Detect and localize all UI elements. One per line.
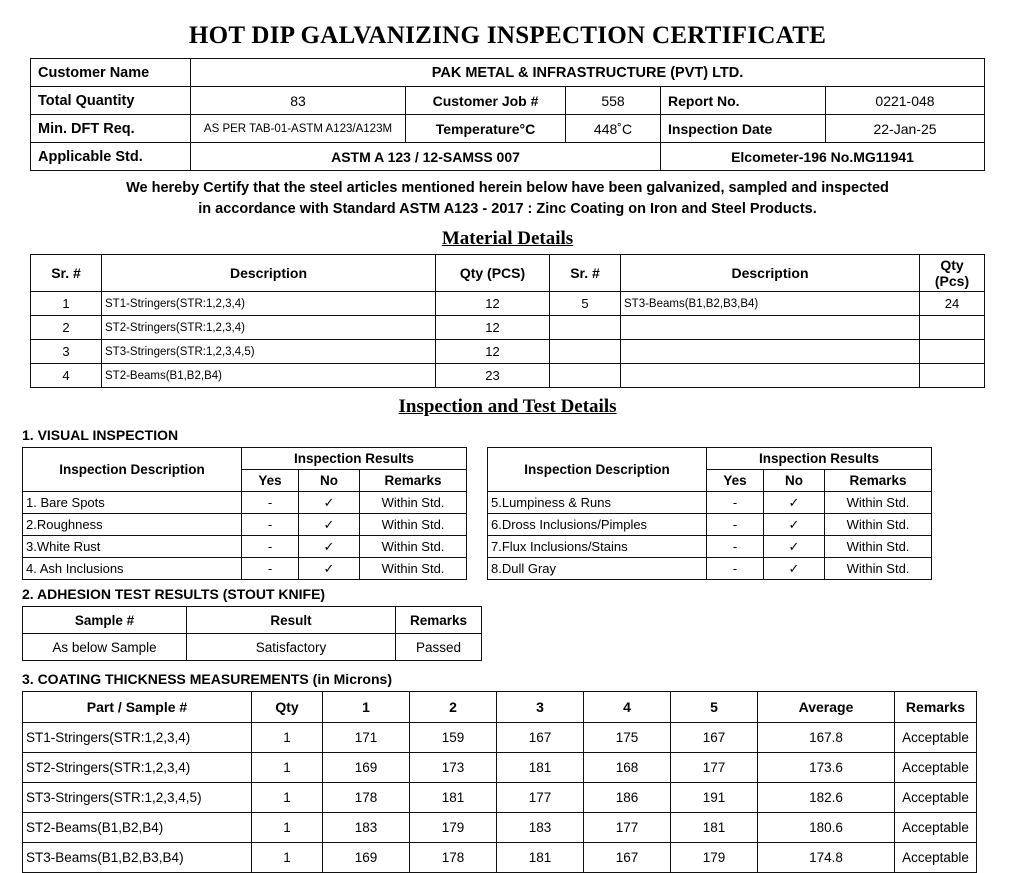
- measurement-3: 167: [497, 723, 584, 753]
- no-checkmark-icon: ✓: [299, 514, 360, 536]
- col-inspection-description: Inspection Description: [488, 448, 707, 492]
- remarks-value: Within Std.: [360, 558, 467, 580]
- inspection-date-value: 22-Jan-25: [826, 115, 985, 143]
- col-no: No: [299, 470, 360, 492]
- measurement-4: 177: [584, 813, 671, 843]
- report-no-value: 0221-048: [826, 87, 985, 115]
- table-header-row: [31, 255, 985, 292]
- part-sample-value: ST3-Beams(B1,B2,B3,B4): [23, 843, 252, 873]
- measurement-1: 169: [323, 843, 410, 873]
- instrument-value: Elcometer-196 No.MG11941: [661, 143, 985, 171]
- remarks-value: Acceptable: [895, 843, 977, 873]
- col-m2: 2: [410, 692, 497, 723]
- inspection-item-label: 2.Roughness: [23, 514, 242, 536]
- no-checkmark-icon: ✓: [764, 492, 825, 514]
- inspection-item-label: 8.Dull Gray: [488, 558, 707, 580]
- sr-value: 2: [31, 316, 102, 340]
- total-quantity-label: Total Quantity: [31, 87, 191, 115]
- certificate-header-table: [30, 58, 985, 171]
- table-header-row: [23, 692, 977, 723]
- col-m3: 3: [497, 692, 584, 723]
- part-sample-value: ST1-Stringers(STR:1,2,3,4): [23, 723, 252, 753]
- sr-value-2: [550, 364, 621, 388]
- visual-inspection-tables: [22, 447, 1015, 580]
- no-checkmark-icon: ✓: [764, 558, 825, 580]
- measurement-4: 167: [584, 843, 671, 873]
- description-value-2: [621, 340, 920, 364]
- remarks-value: Within Std.: [360, 536, 467, 558]
- material-details-table: [30, 254, 985, 388]
- table-row: [23, 753, 977, 783]
- col-remarks: Remarks: [895, 692, 977, 723]
- yes-value: -: [707, 536, 764, 558]
- yes-value: -: [242, 558, 299, 580]
- description-value-2: ST3-Beams(B1,B2,B3,B4): [621, 292, 920, 316]
- certificate-page: [0, 22, 1015, 866]
- inspection-date-label: Inspection Date: [661, 115, 826, 143]
- measurement-2: 181: [410, 783, 497, 813]
- part-sample-value: ST2-Beams(B1,B2,B4): [23, 813, 252, 843]
- applicable-std-value: ASTM A 123 / 12-SAMSS 007: [191, 143, 661, 171]
- sr-value: 4: [31, 364, 102, 388]
- min-dft-label: Min. DFT Req.: [31, 115, 191, 143]
- col-remarks: Remarks: [360, 470, 467, 492]
- result-value: Satisfactory: [187, 634, 396, 661]
- table-row: [23, 723, 977, 753]
- col-inspection-results: Inspection Results: [242, 448, 467, 470]
- sr-value-2: [550, 340, 621, 364]
- sr-value: 3: [31, 340, 102, 364]
- col-m4: 4: [584, 692, 671, 723]
- average-value: 174.8: [758, 843, 895, 873]
- inspection-item-label: 5.Lumpiness & Runs: [488, 492, 707, 514]
- description-value-2: [621, 316, 920, 340]
- col-description-1: Description: [102, 255, 436, 292]
- table-header-row: [23, 607, 482, 634]
- table-row: [488, 558, 932, 580]
- part-sample-value: ST2-Stringers(STR:1,2,3,4): [23, 753, 252, 783]
- col-remarks: Remarks: [825, 470, 932, 492]
- table-row: [23, 492, 467, 514]
- measurement-1: 169: [323, 753, 410, 783]
- remarks-value: Within Std.: [360, 492, 467, 514]
- remarks-value: Acceptable: [895, 723, 977, 753]
- qty-value: 1: [252, 843, 323, 873]
- qty-value: 1: [252, 813, 323, 843]
- coating-heading: 3. COATING THICKNESS MEASUREMENTS (in Microns): [22, 671, 392, 688]
- remarks-value: Acceptable: [895, 783, 977, 813]
- customer-name-value: PAK METAL & INFRASTRUCTURE (PVT) LTD.: [191, 59, 985, 87]
- remarks-value: Within Std.: [825, 492, 932, 514]
- measurement-4: 168: [584, 753, 671, 783]
- table-row: [23, 783, 977, 813]
- yes-value: -: [242, 492, 299, 514]
- table-row: [31, 59, 985, 87]
- qty-value: 1: [252, 783, 323, 813]
- remarks-value: Acceptable: [895, 753, 977, 783]
- total-quantity-value: 83: [191, 87, 406, 115]
- measurement-2: 173: [410, 753, 497, 783]
- qty-value-2: [920, 316, 985, 340]
- measurement-2: 159: [410, 723, 497, 753]
- col-description-2: Description: [621, 255, 920, 292]
- remarks-value: Within Std.: [360, 514, 467, 536]
- customer-name-label: Customer Name: [31, 59, 191, 87]
- certify-line-2: in accordance with Standard ASTM A123 - 2017 : Zinc Coating on Iron and Steel Products.: [198, 201, 817, 218]
- average-value: 173.6: [758, 753, 895, 783]
- material-details-title: Material Details: [441, 228, 574, 250]
- table-row: [31, 292, 985, 316]
- qty-value-2: 24: [920, 292, 985, 316]
- table-row: [23, 536, 467, 558]
- measurement-2: 179: [410, 813, 497, 843]
- description-value: ST2-Stringers(STR:1,2,3,4): [102, 316, 436, 340]
- measurement-4: 175: [584, 723, 671, 753]
- col-qty: Qty: [252, 692, 323, 723]
- average-value: 180.6: [758, 813, 895, 843]
- table-row: [23, 813, 977, 843]
- table-row: [23, 843, 977, 873]
- certify-line-1: We hereby Certify that the steel articles mentioned herein below have been galvanized, sampled and inspected: [126, 180, 889, 196]
- inspection-item-label: 7.Flux Inclusions/Stains: [488, 536, 707, 558]
- table-row: [31, 87, 985, 115]
- measurement-3: 183: [497, 813, 584, 843]
- customer-job-value: 558: [566, 87, 661, 115]
- table-header-row: [488, 448, 932, 470]
- table-row: [31, 364, 985, 388]
- table-row: [488, 514, 932, 536]
- remarks-value: Within Std.: [825, 514, 932, 536]
- customer-job-label: Customer Job #: [406, 87, 566, 115]
- no-checkmark-icon: ✓: [299, 536, 360, 558]
- col-yes: Yes: [707, 470, 764, 492]
- col-m5: 5: [671, 692, 758, 723]
- qty-value-2: [920, 364, 985, 388]
- table-row: [23, 514, 467, 536]
- remarks-value: Within Std.: [825, 558, 932, 580]
- visual-inspection-table-left: [22, 447, 467, 580]
- qty-value: 12: [436, 292, 550, 316]
- qty-value: 12: [436, 316, 550, 340]
- document-title: HOT DIP GALVANIZING INSPECTION CERTIFICATE: [188, 22, 827, 49]
- qty-value: 23: [436, 364, 550, 388]
- no-checkmark-icon: ✓: [299, 558, 360, 580]
- col-m1: 1: [323, 692, 410, 723]
- col-result: Result: [187, 607, 396, 634]
- table-row: [31, 316, 985, 340]
- qty-value: 1: [252, 753, 323, 783]
- inspection-details-title: Inspection and Test Details: [398, 396, 617, 418]
- col-sr-1: Sr. #: [31, 255, 102, 292]
- measurement-5: 191: [671, 783, 758, 813]
- col-part-sample: Part / Sample #: [23, 692, 252, 723]
- table-header-row: [23, 448, 467, 470]
- inspection-item-label: 6.Dross Inclusions/Pimples: [488, 514, 707, 536]
- measurement-4: 186: [584, 783, 671, 813]
- measurement-5: 179: [671, 843, 758, 873]
- table-row: [488, 536, 932, 558]
- no-checkmark-icon: ✓: [764, 514, 825, 536]
- col-qty-1: Qty (PCS): [436, 255, 550, 292]
- average-value: 167.8: [758, 723, 895, 753]
- sr-value-2: 5: [550, 292, 621, 316]
- measurement-3: 177: [497, 783, 584, 813]
- yes-value: -: [242, 536, 299, 558]
- measurement-3: 181: [497, 753, 584, 783]
- measurement-1: 178: [323, 783, 410, 813]
- measurement-2: 178: [410, 843, 497, 873]
- col-sample: Sample #: [23, 607, 187, 634]
- table-row: [31, 115, 985, 143]
- part-sample-value: ST3-Stringers(STR:1,2,3,4,5): [23, 783, 252, 813]
- measurement-5: 167: [671, 723, 758, 753]
- remarks-value: Within Std.: [825, 536, 932, 558]
- col-no: No: [764, 470, 825, 492]
- report-no-label: Report No.: [661, 87, 826, 115]
- adhesion-results-table: [22, 606, 482, 661]
- average-value: 182.6: [758, 783, 895, 813]
- inspection-item-label: 1. Bare Spots: [23, 492, 242, 514]
- temperature-label: Temperature°C: [406, 115, 566, 143]
- col-inspection-results: Inspection Results: [707, 448, 932, 470]
- no-checkmark-icon: ✓: [299, 492, 360, 514]
- col-remarks: Remarks: [396, 607, 482, 634]
- col-average: Average: [758, 692, 895, 723]
- sr-value: 1: [31, 292, 102, 316]
- yes-value: -: [242, 514, 299, 536]
- sample-value: As below Sample: [23, 634, 187, 661]
- description-value: ST2-Beams(B1,B2,B4): [102, 364, 436, 388]
- qty-value-2: [920, 340, 985, 364]
- col-inspection-description: Inspection Description: [23, 448, 242, 492]
- sr-value-2: [550, 316, 621, 340]
- no-checkmark-icon: ✓: [764, 536, 825, 558]
- yes-value: -: [707, 514, 764, 536]
- description-value: ST1-Stringers(STR:1,2,3,4): [102, 292, 436, 316]
- measurement-1: 171: [323, 723, 410, 753]
- inspection-item-label: 3.White Rust: [23, 536, 242, 558]
- qty-value: 12: [436, 340, 550, 364]
- table-row: [31, 340, 985, 364]
- table-row: [23, 558, 467, 580]
- remarks-value: Passed: [396, 634, 482, 661]
- certify-statement: [18, 178, 997, 220]
- qty-value: 1: [252, 723, 323, 753]
- min-dft-value: AS PER TAB-01-ASTM A123/A123M: [191, 115, 406, 143]
- measurement-3: 181: [497, 843, 584, 873]
- col-sr-2: Sr. #: [550, 255, 621, 292]
- col-yes: Yes: [242, 470, 299, 492]
- temperature-value: 448˚C: [566, 115, 661, 143]
- applicable-std-label: Applicable Std.: [31, 143, 191, 171]
- measurement-5: 177: [671, 753, 758, 783]
- measurement-1: 183: [323, 813, 410, 843]
- description-value: ST3-Stringers(STR:1,2,3,4,5): [102, 340, 436, 364]
- table-row: [31, 143, 985, 171]
- remarks-value: Acceptable: [895, 813, 977, 843]
- yes-value: -: [707, 492, 764, 514]
- visual-inspection-heading: 1. VISUAL INSPECTION: [22, 427, 179, 444]
- description-value-2: [621, 364, 920, 388]
- table-row: [23, 634, 482, 661]
- inspection-item-label: 4. Ash Inclusions: [23, 558, 242, 580]
- coating-thickness-table: [22, 691, 977, 873]
- col-qty-2: Qty (Pcs): [920, 255, 985, 292]
- measurement-5: 181: [671, 813, 758, 843]
- table-row: [488, 492, 932, 514]
- adhesion-heading: 2. ADHESION TEST RESULTS (STOUT KNIFE): [22, 586, 326, 603]
- yes-value: -: [707, 558, 764, 580]
- visual-inspection-table-right: [487, 447, 932, 580]
